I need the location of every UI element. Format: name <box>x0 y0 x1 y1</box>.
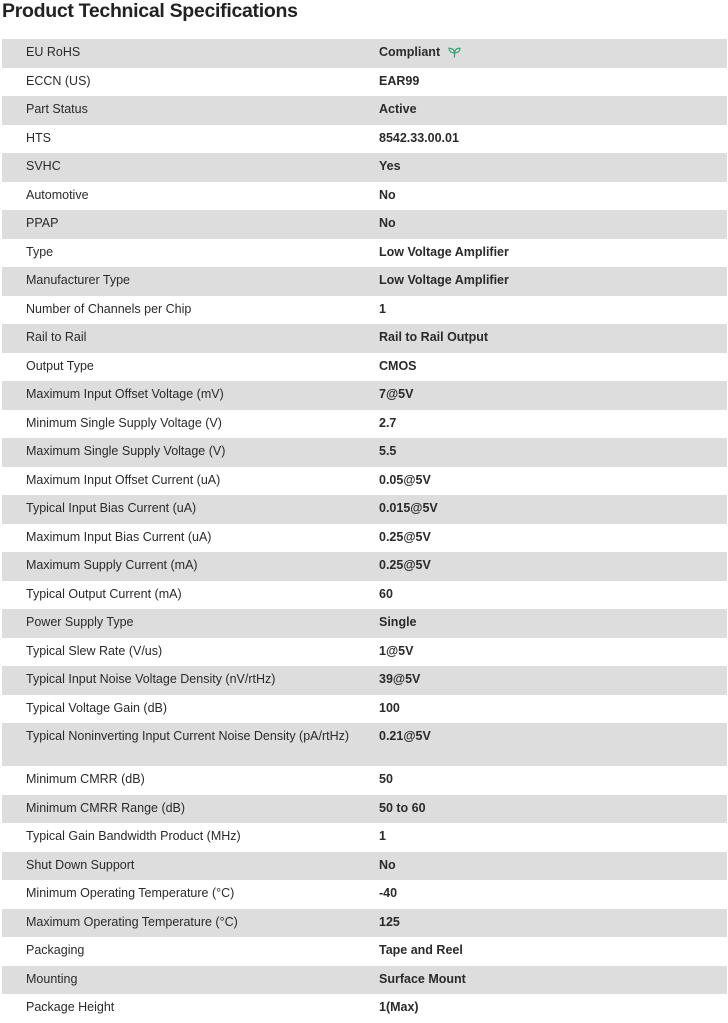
spec-value-text: 2.7 <box>379 415 397 430</box>
spec-label: Typical Noninverting Input Current Noise Density (pA/rtHz) <box>26 729 350 743</box>
spec-value <box>351 410 396 430</box>
spec-label: Automotive <box>26 187 89 202</box>
spec-value-text: 0.25@5V <box>379 529 431 544</box>
spec-value <box>351 353 417 373</box>
spec-value-text: 7@5V <box>379 387 414 401</box>
spec-label: Part Status <box>26 102 88 116</box>
spec-value-text: Low Voltage Amplifier <box>379 244 509 259</box>
spec-row <box>2 68 727 97</box>
spec-row <box>2 823 727 852</box>
spec-value-text: 50 <box>379 772 393 786</box>
page-title: Product Technical Specifications <box>2 0 298 22</box>
spec-value <box>351 723 431 743</box>
spec-label: Maximum Input Offset Current (uA) <box>26 472 221 487</box>
spec-label: Manufacturer Type <box>26 273 130 287</box>
spec-value <box>351 937 463 957</box>
spec-value-text: 1 <box>379 301 386 316</box>
spec-label: Package Height <box>26 1000 115 1014</box>
spec-value <box>351 994 419 1014</box>
spec-row <box>2 880 727 909</box>
spec-value <box>351 880 397 900</box>
spec-value-text: 125 <box>379 914 400 929</box>
spec-label: HTS <box>26 130 51 145</box>
spec-row <box>2 210 727 239</box>
spec-value-text: 1(Max) <box>379 1000 419 1014</box>
spec-table <box>2 39 727 1023</box>
spec-row <box>2 695 727 724</box>
spec-value <box>351 381 413 401</box>
spec-value-text: 8542.33.00.01 <box>379 130 459 145</box>
spec-value <box>351 552 431 572</box>
spec-value <box>351 68 419 88</box>
spec-label: Mounting <box>26 971 78 986</box>
spec-value-text: No <box>379 187 396 202</box>
spec-value <box>351 495 438 515</box>
spec-row <box>2 852 727 881</box>
spec-value-text: Surface Mount <box>379 971 466 986</box>
spec-value <box>351 210 396 230</box>
spec-label: Minimum CMRR Range (dB) <box>26 800 186 815</box>
spec-value <box>351 609 417 629</box>
spec-row <box>2 723 727 766</box>
spec-label: Packaging <box>26 943 85 957</box>
spec-label: ECCN (US) <box>26 73 91 88</box>
spec-value <box>351 823 386 843</box>
spec-row <box>2 125 727 154</box>
spec-value-text: 0.25@5V <box>379 558 431 572</box>
spec-row <box>2 609 727 638</box>
spec-value <box>351 125 459 145</box>
spec-label: PPAP <box>26 216 59 230</box>
spec-row <box>2 267 727 296</box>
spec-value-text: -40 <box>379 886 398 900</box>
spec-label: Output Type <box>26 358 94 373</box>
spec-label: Maximum Single Supply Voltage (V) <box>26 444 226 458</box>
spec-value <box>351 438 396 458</box>
spec-value-text: Single <box>379 615 417 629</box>
spec-value <box>351 267 509 287</box>
spec-row <box>2 96 727 125</box>
spec-value <box>351 296 386 316</box>
spec-label: Rail to Rail <box>26 330 87 344</box>
spec-value-text: 100 <box>379 700 400 715</box>
spec-value <box>351 666 420 686</box>
spec-value <box>351 852 396 872</box>
spec-row <box>2 353 727 382</box>
spec-value <box>351 695 400 715</box>
spec-row <box>2 495 727 524</box>
spec-row <box>2 937 727 966</box>
spec-value-text: Tape and Reel <box>379 943 463 957</box>
spec-label: Power Supply Type <box>26 615 134 629</box>
spec-value <box>351 96 417 116</box>
spec-value-text: 50 to 60 <box>379 800 426 815</box>
spec-value-text: EAR99 <box>379 73 420 88</box>
spec-row <box>2 410 727 439</box>
spec-label: Typical Output Current (mA) <box>26 586 182 601</box>
spec-row <box>2 182 727 211</box>
spec-value-text: 0.05@5V <box>379 472 431 487</box>
spec-value <box>351 795 426 815</box>
spec-value-text: CMOS <box>379 358 417 373</box>
spec-value-text: Rail to Rail Output <box>379 330 489 344</box>
spec-value-text: Low Voltage Amplifier <box>379 273 509 287</box>
spec-label: Typical Slew Rate (V/us) <box>26 643 163 658</box>
spec-label: Typical Gain Bandwidth Product (MHz) <box>26 829 241 843</box>
spec-label: Maximum Supply Current (mA) <box>26 558 198 572</box>
spec-row <box>2 438 727 467</box>
spec-value <box>351 182 396 202</box>
spec-value <box>351 153 401 173</box>
spec-value-text: 0.21@5V <box>379 729 431 743</box>
spec-value-text: Yes <box>379 159 401 173</box>
spec-value <box>351 39 461 59</box>
spec-row <box>2 666 727 695</box>
spec-label: Typical Voltage Gain (dB) <box>26 700 168 715</box>
spec-value <box>351 909 400 929</box>
spec-row <box>2 581 727 610</box>
spec-value-text: Compliant <box>379 45 441 59</box>
spec-row <box>2 909 727 938</box>
spec-row <box>2 239 727 268</box>
spec-value <box>351 766 393 786</box>
spec-label: Shut Down Support <box>26 857 135 872</box>
spec-label: EU RoHS <box>26 45 81 59</box>
spec-label: SVHC <box>26 159 61 173</box>
spec-label: Minimum Single Supply Voltage (V) <box>26 415 222 430</box>
spec-label: Maximum Input Bias Current (uA) <box>26 529 212 544</box>
spec-row <box>2 296 727 325</box>
spec-value-text: Active <box>379 102 417 116</box>
spec-row <box>2 766 727 795</box>
spec-label: Minimum Operating Temperature (°C) <box>26 886 235 900</box>
spec-row <box>2 381 727 410</box>
spec-value-text: 5.5 <box>379 444 397 458</box>
spec-value <box>351 467 431 487</box>
spec-value <box>351 324 488 344</box>
spec-row <box>2 994 727 1023</box>
spec-label: Number of Channels per Chip <box>26 301 192 316</box>
spec-value-text: 0.015@5V <box>379 501 438 515</box>
spec-value-text: 1@5V <box>379 643 414 658</box>
spec-value-text: No <box>379 216 396 230</box>
leaf-icon <box>448 47 461 58</box>
spec-label: Typical Input Bias Current (uA) <box>26 501 197 515</box>
spec-value-text: 39@5V <box>379 672 421 686</box>
spec-value <box>351 581 393 601</box>
spec-value <box>351 524 431 544</box>
spec-label: Minimum CMRR (dB) <box>26 772 145 786</box>
spec-label: Typical Input Noise Voltage Density (nV/rtHz) <box>26 672 276 686</box>
spec-row <box>2 39 727 68</box>
spec-row <box>2 467 727 496</box>
spec-row <box>2 638 727 667</box>
spec-label: Maximum Input Offset Voltage (mV) <box>26 387 224 401</box>
spec-value-text: 1 <box>379 829 386 843</box>
spec-label: Maximum Operating Temperature (°C) <box>26 914 238 929</box>
spec-value <box>351 638 413 658</box>
spec-row <box>2 153 727 182</box>
spec-value <box>351 239 509 259</box>
spec-label: Type <box>26 244 54 259</box>
spec-row <box>2 524 727 553</box>
spec-row <box>2 795 727 824</box>
spec-value-text: 60 <box>379 586 393 601</box>
spec-row <box>2 966 727 995</box>
spec-row <box>2 552 727 581</box>
spec-value-text: No <box>379 857 396 872</box>
spec-row <box>2 324 727 353</box>
spec-value <box>351 966 466 986</box>
